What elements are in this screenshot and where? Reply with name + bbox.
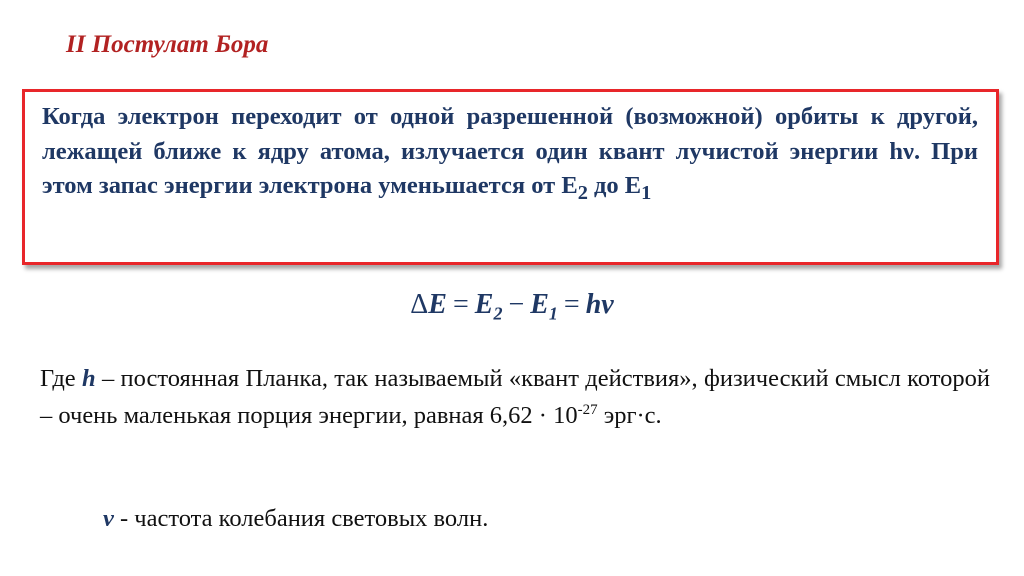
formula-e: E [428, 289, 447, 320]
postulate-box [22, 89, 999, 265]
planck-explanation [40, 360, 990, 434]
explanation-unit: эрг·с. [597, 402, 662, 429]
postulate-text-part2: . При этом запас энергии электрона уменьшается от E [42, 137, 978, 199]
energy-formula [0, 289, 1024, 325]
formula-sub-2: 2 [493, 303, 503, 324]
formula-e2: E [474, 289, 494, 320]
postulate-sub-2: 2 [577, 181, 588, 204]
formula-delta: Δ [410, 289, 429, 320]
postulate-text-part3: до E [587, 172, 642, 199]
postulate-text [42, 100, 978, 210]
postulate-sub-1: 1 [641, 181, 652, 204]
postulate-nu-symbol: ν [902, 137, 914, 165]
formula-e1: E [530, 289, 549, 320]
formula-equals-2: = [563, 289, 580, 320]
explanation-text: – постоянная Планка, так называемый «квант действия», физический смысл которой – очень маленькая порция энергии, равная 6,62 · 10 [40, 365, 990, 429]
explanation-lead: Где [40, 365, 82, 392]
formula-equals-1: = [452, 289, 469, 320]
explanation-h-symbol: h [82, 365, 96, 392]
formula-minus: − [508, 289, 525, 320]
explanation-exponent: -27 [577, 401, 598, 418]
formula-nu: ν [601, 289, 614, 320]
slide-title: II Постулат Бора [66, 31, 269, 58]
frequency-text: - частота колебания световых волн. [113, 505, 489, 532]
postulate-text-part1: Когда электрон переходит от одной разрешенной (возможной) орбиты к другой, лежащей ближе к ядру атома, излучается один квант лучистой энергии h [42, 103, 978, 165]
formula-h: h [585, 289, 602, 320]
frequency-nu-symbol: ν [103, 505, 114, 532]
formula-sub-1: 1 [548, 303, 558, 324]
frequency-definition [103, 505, 488, 533]
